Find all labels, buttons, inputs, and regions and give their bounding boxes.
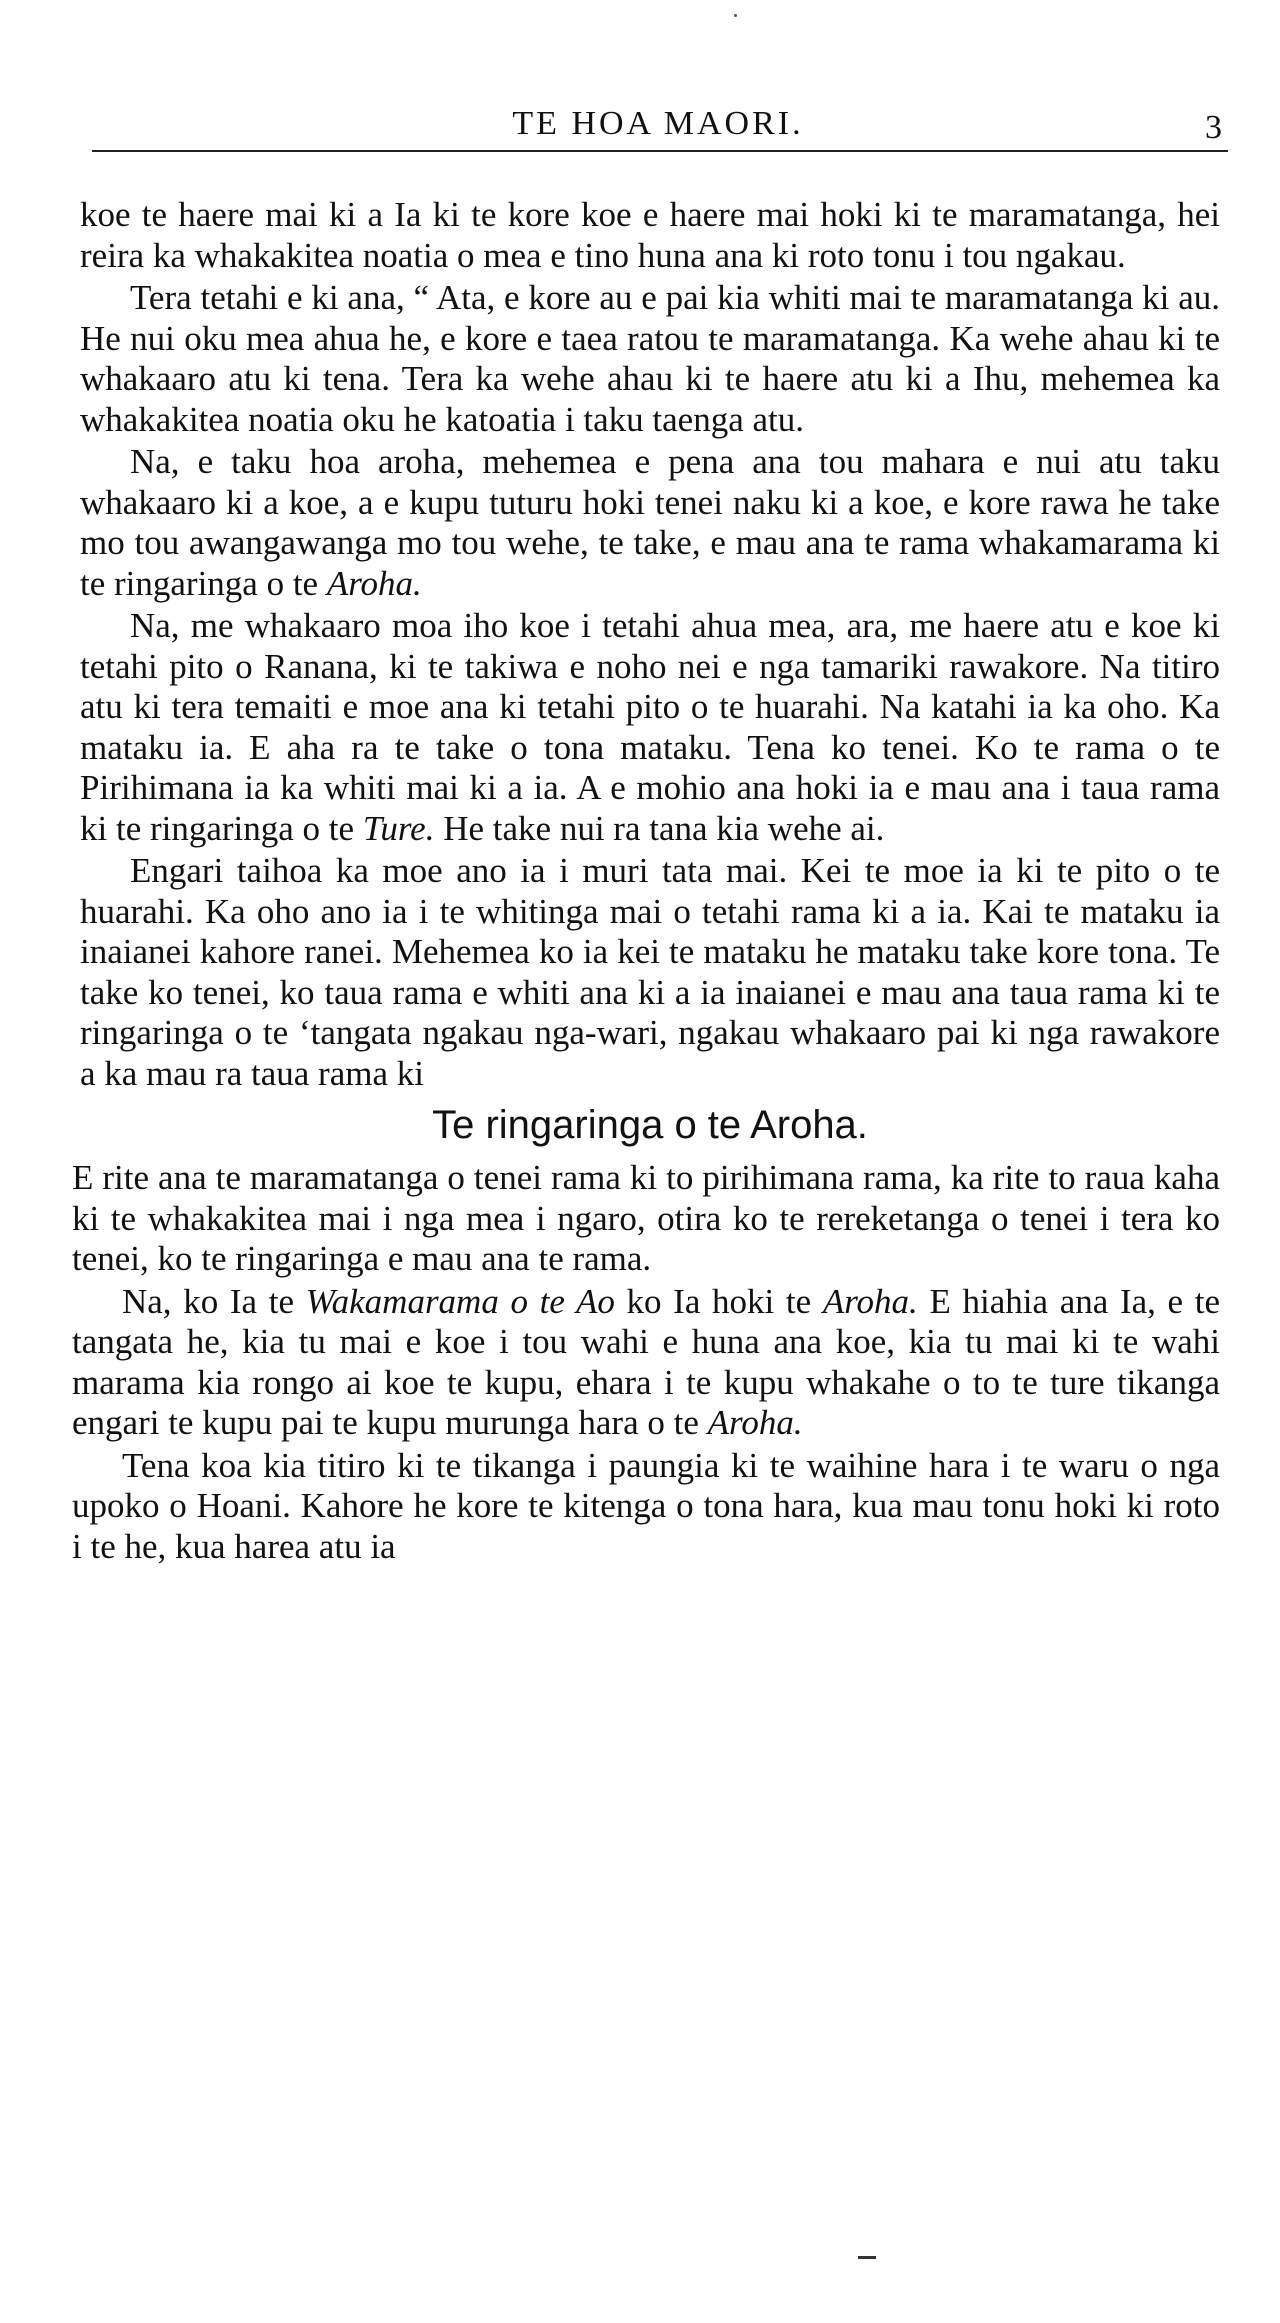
paragraph: [80, 606, 1220, 849]
footer-mark: [858, 2256, 876, 2259]
paragraph: E rite ana te maramatanga o tenei rama ki to pirihimana rama, ka rite to raua kaha ki te whakakitea mai i nga mea i ngaro, otira ko te rereketanga o tenei i tera ko tenei, ko te ringaringa e mau ana te rama.: [72, 1158, 1220, 1278]
paragraph: Tena koa kia titiro ki te tikanga i paungia ki te waihine hara i te waru o nga upoko o Hoani. Kahore he kore te kitenga o tona hara, kua mau tonu hoki ki roto i te he, kua harea atu ia: [72, 1445, 1220, 1566]
italic-term: Ture.: [362, 808, 435, 848]
page-number: 3: [1205, 109, 1222, 146]
running-header: [88, 100, 1228, 148]
paragraph-text: Na, me whakaaro moa iho koe i tetahi ahua mea, ara, me haere atu e koe ki tetahi pito o Ranana, ki te takiwa e noho nei e nga tamariki rawakore. Na titiro atu ki tera temaiti e moe ana ki tetahi pito o te huarahi. Na katahi ia ka oho. Ka mataku ia. E aha ra te take o tona mataku. Tena ko tenei. Ko te rama o te Pirihimana ia ka whiti mai ki a ia. A e mohio ana hoki ia e mau ana i taua rama ki te ringaringa o te: [80, 606, 1220, 848]
paragraph: Tera tetahi e ki ana, “ Ata, e kore au e pai kia whiti mai te maramatanga ki au. He nui oku mea ahua he, e kore e taea ratou te maramatanga. Ka wehe ahau ki te whakaaro atu ki tena. Tera ka wehe ahau ki te haere atu ki a Ihu, mehemea ka whakakitea noatia oku he katoatia i taku taenga atu.: [80, 278, 1220, 439]
section-heading: Te ringaringa o te Aroha.: [432, 1103, 868, 1147]
paragraph: [80, 442, 1220, 604]
paragraph-continuation: koe te haere mai ki a Ia ki te kore koe e haere mai hoki ki te maramatanga, hei reira ka whakakitea noatia o mea e tino huna ana ki roto tonu i tou ngakau.: [80, 195, 1220, 275]
section-body: [72, 1158, 1220, 1567]
paragraph: [72, 1282, 1220, 1444]
paragraph: Engari taihoa ka moe ano ia i muri tata mai. Kei te moe ia ki te pito o te huarahi. Ka oho ano ia i te whitinga mai o tetahi rama ki a ia. Kai te mataku ia inaianei kahore ranei. Mehemea ko ia kei te mataku he mataku take kore tona. Te take ko tenei, ko taua rama e whiti ana ki a ia inaianei e mau ana taua rama ki te ringaringa o te ‘tangata ngakau nga-wari, ngakau whakaaro pai ki nga rawakore a ka mau ra taua rama ki: [80, 851, 1220, 1093]
paragraph-text: ko Ia hoki te: [626, 1281, 812, 1321]
header-rule: [92, 150, 1228, 152]
italic-term: Wakamarama o te Ao: [305, 1281, 615, 1321]
journal-title: TE HOA MAORI.: [512, 105, 804, 142]
italic-term: Aroha.: [707, 1403, 803, 1442]
print-speck: [734, 14, 737, 17]
paragraph-text: E hiahia ana Ia, e te tangata he, kia tu mai e koe i tou wahi e huna ana koe, kia tu mai ki te wahi marama kia rongo ai koe te kupu, ehara i te kupu whakahe o to te ture tikanga engari te kupu pai te kupu murunga hara o te: [72, 1281, 1221, 1442]
paragraph-text: Na, e taku hoa aroha, mehemea e pena ana tou mahara e nui atu taku whakaaro ki a koe, a e kupu tuturu hoki tenei naku ki a koe, e kore rawa he take mo tou awangawanga mo tou wehe, te take, e mau ana te rama whakamarama ki te ringaringa o te: [80, 442, 1220, 603]
paragraph-text: Na, ko Ia te: [122, 1281, 295, 1321]
body-text: [72, 195, 1221, 1567]
paragraph-text: He take nui ra tana kia wehe ai.: [443, 808, 885, 848]
italic-term: Aroha.: [326, 563, 422, 603]
italic-term: Aroha.: [822, 1281, 918, 1321]
